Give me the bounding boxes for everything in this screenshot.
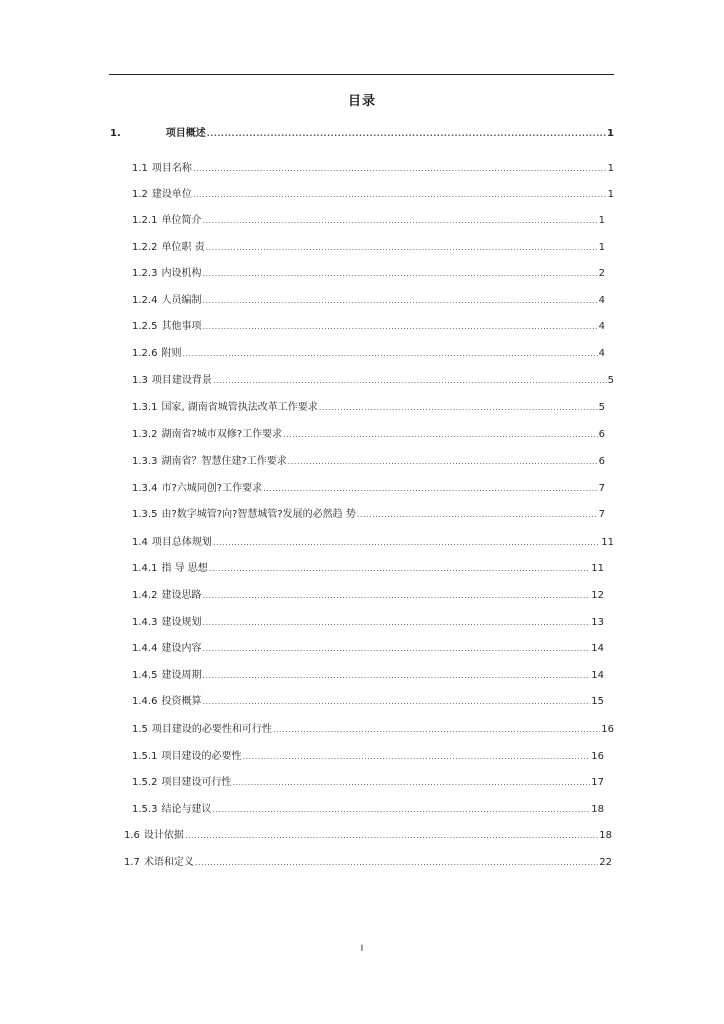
toc-leader-dots xyxy=(273,725,600,735)
toc-entry-page: 11 xyxy=(591,563,604,574)
toc-entry-title: 项目建设背景 xyxy=(151,375,212,386)
toc-entry-number: 1.4.2 xyxy=(132,590,158,601)
toc-entry-title: 建设规划 xyxy=(161,617,202,628)
toc-entry-number: 1.5.1 xyxy=(132,751,158,762)
toc-entry-page: 1 xyxy=(598,215,605,226)
toc-entry-page: 6 xyxy=(598,429,605,440)
toc-entry-page: 15 xyxy=(591,696,604,707)
toc-leader-dots xyxy=(263,484,598,494)
toc-entry-page: 7 xyxy=(598,483,605,494)
toc-entry-number: 1.2.6 xyxy=(132,348,158,359)
toc-entry-number: 1.2.5 xyxy=(132,321,158,332)
toc-entry-number: 1. xyxy=(110,128,121,139)
toc-entry-page: 22 xyxy=(599,857,612,868)
toc-entry-page: 1 xyxy=(607,189,614,200)
toc-entry-title: 国家, 湖南省城管执法改革工作要求 xyxy=(161,402,318,413)
toc-entry-number: 1.4.3 xyxy=(132,617,158,628)
toc-leader-dots xyxy=(182,349,597,359)
toc-leader-dots xyxy=(209,564,590,574)
toc-leader-dots xyxy=(207,129,606,139)
toc-entry-title: 湖南省?城市双修?工作要求 xyxy=(161,429,283,440)
toc-leader-dots xyxy=(202,644,590,654)
toc-entry[interactable] xyxy=(132,509,605,521)
toc-entry-page: 16 xyxy=(601,724,614,735)
toc-entry[interactable] xyxy=(132,321,605,333)
toc-entry-number: 1.4.5 xyxy=(132,670,158,681)
toc-entry[interactable] xyxy=(132,456,605,468)
toc-entry-title: 建设思路 xyxy=(161,590,202,601)
toc-entry-title: 建设单位 xyxy=(151,189,192,200)
toc-entry[interactable] xyxy=(132,643,604,655)
toc-entry-number: 1.4.4 xyxy=(132,643,158,654)
toc-entry-number: 1.3.3 xyxy=(132,456,158,467)
toc-entry[interactable] xyxy=(132,777,604,789)
toc-entry[interactable] xyxy=(132,696,604,708)
toc-entry-title: 设计依据 xyxy=(143,830,184,841)
toc-entry-number: 1.3.1 xyxy=(132,402,158,413)
toc-leader-dots xyxy=(202,296,597,306)
toc-entry-title: 项目概述 xyxy=(165,128,206,139)
toc-leader-dots xyxy=(283,430,598,440)
toc-entry[interactable] xyxy=(132,215,605,227)
toc-entry-page: 13 xyxy=(591,617,604,628)
toc-entry-number: 1.3.4 xyxy=(132,483,158,494)
toc-entry-page: 4 xyxy=(598,295,605,306)
toc-leader-dots xyxy=(202,591,590,601)
toc-entry-title: 单位职 责 xyxy=(161,242,205,253)
toc-entry-title: 指 导 思想 xyxy=(161,563,208,574)
toc-entry[interactable] xyxy=(132,189,614,201)
toc-entry-title: 人员编制 xyxy=(161,295,202,306)
toc-leader-dots xyxy=(242,752,590,762)
toc-leader-dots xyxy=(202,618,590,628)
toc-entry-number: 1.2.3 xyxy=(132,268,158,279)
toc-entry-page: 5 xyxy=(598,402,605,413)
toc-entry[interactable] xyxy=(132,402,605,414)
toc-entry[interactable] xyxy=(132,268,605,280)
toc-entry[interactable] xyxy=(132,537,614,549)
toc-entry[interactable] xyxy=(132,163,614,175)
toc-entry-number: 1.4.1 xyxy=(132,563,158,574)
toc-leader-dots xyxy=(202,671,590,681)
toc-entry-number: 1.5 xyxy=(132,724,148,735)
toc-entry[interactable] xyxy=(124,830,612,842)
toc-entry-title: 项目建设的必要性 xyxy=(161,751,242,762)
toc-entry-number: 1.3.5 xyxy=(132,509,158,520)
toc-leader-dots xyxy=(213,376,607,386)
toc-entry-number: 1.6 xyxy=(124,830,140,841)
toc-entry[interactable] xyxy=(132,617,604,629)
toc-leader-dots xyxy=(288,457,598,467)
toc-entry[interactable] xyxy=(132,429,605,441)
toc-entry[interactable] xyxy=(110,128,614,140)
toc-entry[interactable] xyxy=(132,348,605,360)
toc-leader-dots xyxy=(319,403,598,413)
toc-entry-title: 项目建设的必要性和可行性 xyxy=(151,724,272,735)
toc-entry-page: 4 xyxy=(598,348,605,359)
toc-leader-dots xyxy=(185,831,598,841)
toc-entry-page: 18 xyxy=(599,830,612,841)
toc-entry[interactable] xyxy=(132,724,614,736)
toc-entry-number: 1.4.6 xyxy=(132,696,158,707)
toc-entry[interactable] xyxy=(132,375,614,387)
toc-entry-number: 1.2.1 xyxy=(132,215,158,226)
toc-entry-number: 1.3 xyxy=(132,375,148,386)
toc-leader-dots xyxy=(212,805,590,815)
toc-entry-title: 由?数字城管?向?智慧城管?发展的必然趋 势 xyxy=(161,509,356,520)
toc-leader-dots xyxy=(202,269,597,279)
toc-entry-number: 1.4 xyxy=(132,537,148,548)
toc-title: 目录 xyxy=(347,94,376,109)
toc-entry-title: 项目总体规划 xyxy=(151,537,212,548)
toc-entry-page: 6 xyxy=(598,456,605,467)
toc-entry[interactable] xyxy=(132,590,604,602)
toc-entry[interactable] xyxy=(132,670,604,682)
toc-entry-page: 1 xyxy=(598,242,605,253)
toc-leader-dots xyxy=(193,164,607,174)
toc-entry-page: 11 xyxy=(601,537,614,548)
toc-entry-title: 附则 xyxy=(161,348,182,359)
toc-entry-title: 项目名称 xyxy=(151,163,192,174)
toc-entry[interactable] xyxy=(124,857,612,869)
toc-entry-title: 其他事项 xyxy=(161,321,202,332)
toc-entry-page: 4 xyxy=(598,321,605,332)
toc-entry-title: 建设周期 xyxy=(161,670,202,681)
toc-entry-title: 建设内容 xyxy=(161,643,202,654)
toc-entry-title: 内设机构 xyxy=(161,268,202,279)
toc-entry-number: 1.1 xyxy=(132,163,148,174)
toc-entry-page: 14 xyxy=(591,670,604,681)
footer-page-number: I xyxy=(360,944,364,954)
toc-entry-page: 18 xyxy=(591,804,604,815)
toc-entry-title: 投资概算 xyxy=(161,696,202,707)
toc-entry-title: 结论与建议 xyxy=(161,804,212,815)
toc-entry-number: 1.2 xyxy=(132,189,148,200)
toc-leader-dots xyxy=(193,190,607,200)
toc-entry-page: 16 xyxy=(591,751,604,762)
toc-entry[interactable] xyxy=(132,295,605,307)
toc-entry-page: 14 xyxy=(591,643,604,654)
toc-leader-dots xyxy=(202,697,590,707)
toc-leader-dots xyxy=(232,778,590,788)
toc-entry[interactable] xyxy=(132,804,604,816)
toc-entry[interactable] xyxy=(132,483,605,495)
toc-entry-title: 市?六城同创?工作要求 xyxy=(161,483,263,494)
toc-entry-title: 湖南省？智慧住建?工作要求 xyxy=(161,456,287,467)
toc-entry-number: 1.5.2 xyxy=(132,777,158,788)
toc-leader-dots xyxy=(202,216,597,226)
toc-entry-page: 12 xyxy=(591,590,604,601)
toc-entry-number: 1.3.2 xyxy=(132,429,158,440)
toc-leader-dots xyxy=(213,538,600,548)
toc-leader-dots xyxy=(357,510,598,520)
toc-leader-dots xyxy=(202,322,597,332)
toc-entry-page: 7 xyxy=(598,509,605,520)
toc-entry[interactable] xyxy=(132,751,604,763)
toc-entry[interactable] xyxy=(132,242,605,254)
toc-entry-number: 1.2.2 xyxy=(132,242,158,253)
toc-entry-number: 1.2.4 xyxy=(132,295,158,306)
toc-entry-title: 单位简介 xyxy=(161,215,202,226)
toc-entry-number: 1.7 xyxy=(124,857,140,868)
toc-entry-page: 5 xyxy=(607,375,614,386)
toc-entry-page: 17 xyxy=(591,777,604,788)
toc-entry-title: 项目建设可行性 xyxy=(161,777,232,788)
toc-entry-page: 1 xyxy=(607,163,614,174)
toc-entry-page: 2 xyxy=(598,268,605,279)
toc-leader-dots xyxy=(206,243,598,253)
toc-entry-page: 1 xyxy=(607,128,614,139)
toc-entry[interactable] xyxy=(132,563,604,575)
toc-leader-dots xyxy=(195,858,598,868)
toc-entry-title: 术语和定义 xyxy=(143,857,194,868)
toc-entry-number: 1.5.3 xyxy=(132,804,158,815)
